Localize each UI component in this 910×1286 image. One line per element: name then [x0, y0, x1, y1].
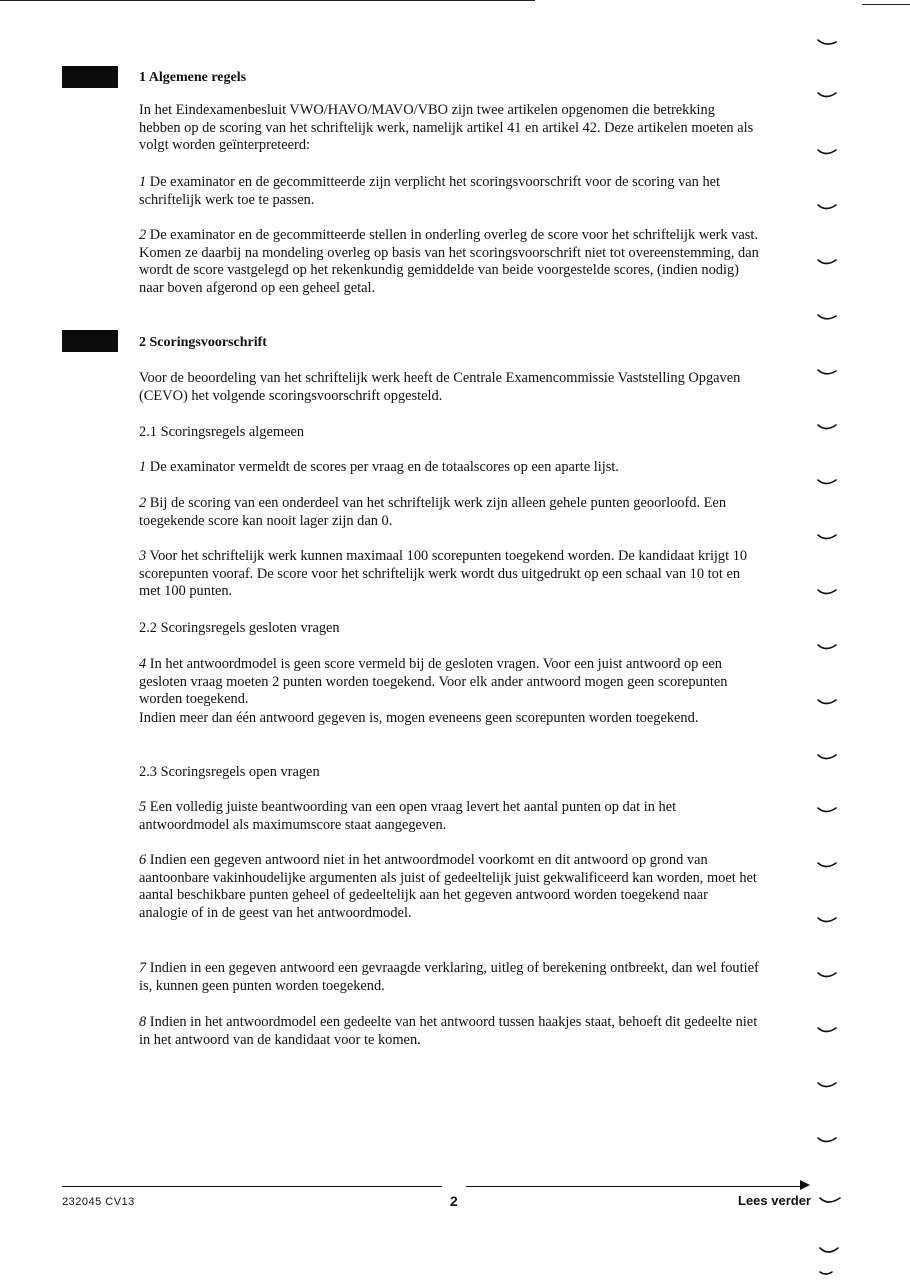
rule-2-1-1: [139, 459, 759, 477]
check-mark: [818, 40, 836, 44]
footer-rule-right: [466, 1186, 802, 1187]
check-mark: [818, 480, 836, 484]
check-mark: [818, 205, 836, 209]
rule-2-1-3: [139, 548, 759, 601]
rule-number: 6: [139, 852, 147, 868]
check-mark: [818, 755, 836, 759]
rule-text: Indien in het antwoordmodel een gedeelte van het antwoord tussen haakjes staat, behoeft dit gedeelte niet in het antwoord van de kandidaat voor te komen.: [139, 1014, 758, 1048]
check-mark: [818, 973, 836, 977]
rule-2-3-6: [139, 852, 759, 922]
check-mark: [818, 1028, 836, 1032]
check-mark: [818, 918, 836, 922]
check-mark: [818, 150, 836, 154]
check-mark: [818, 93, 836, 97]
rule-text: Voor het schriftelijk werk kunnen maximaal 100 scorepunten toegekend worden. De kandidaat krijgt 10 scorepunten vooraf. De score voor het schriftelijk werk wordt dus uitgedrukt op een schaal van 10 tot en met 100 punten.: [139, 548, 748, 600]
subsection-2-1: 2.1 Scoringsregels algemeen: [139, 424, 305, 440]
rule-2: [139, 227, 759, 297]
exam-code: 232045 CV13: [62, 1196, 135, 1208]
check-mark: [818, 315, 836, 319]
check-mark: [818, 590, 836, 594]
check-mark: [818, 1138, 836, 1142]
section-1-heading: 1 Algemene regels: [139, 70, 247, 85]
section-marker-1: [62, 66, 118, 88]
rule-number: 8: [139, 1014, 147, 1030]
rule-text: De examinator vermeldt de scores per vraag en de totaalscores op een aparte lijst.: [146, 459, 619, 475]
section-2-heading: 2 Scoringsvoorschrift: [139, 335, 267, 350]
check-mark: [818, 645, 836, 649]
rule-1: [139, 174, 759, 209]
rule-2-2-4: [139, 656, 759, 709]
rule-2-3-7: [139, 960, 759, 995]
footer-rule-left: [62, 1186, 442, 1187]
top-rule-left: [0, 0, 535, 1]
check-mark: [818, 535, 836, 539]
rule-number: 7: [139, 960, 147, 976]
check-mark: [818, 863, 836, 867]
section-2-intro: Voor de beoordeling van het schriftelijk werk heeft de Centrale Examencommissie Vaststelling Opgaven (CEVO) het volgende scoringsvoorschrift opgesteld.: [139, 370, 741, 404]
rule-2-2-4-extra: Indien meer dan één antwoord gegeven is, mogen eveneens geen scorepunten worden toegekend.: [139, 710, 699, 726]
subsection-2-2: 2.2 Scoringsregels gesloten vragen: [139, 620, 340, 636]
rule-text: Indien in een gegeven antwoord een gevraagde verklaring, uitleg of berekening ontbreekt, dan wel foutief is, kunnen geen punten worden toegekend.: [139, 960, 759, 994]
check-mark: [818, 700, 836, 704]
rule-text: Bij de scoring van een onderdeel van het schriftelijk werk zijn alleen gehele punten geoorloofd. Een toegekende score kan nooit lager zijn dan 0.: [139, 495, 727, 529]
continue-label: Lees verder: [738, 1193, 811, 1208]
subsection-2-3: 2.3 Scoringsregels open vragen: [139, 764, 320, 780]
section-1-intro: In het Eindexamenbesluit VWO/HAVO/MAVO/VBO zijn twee artikelen opgenomen die betrekking hebben op de scoring van het schriftelijk werk, namelijk artikel 41 en artikel 42. Deze artikelen moeten als volgt worden geïnterpreteerd:: [139, 102, 754, 154]
check-mark: [820, 1198, 840, 1202]
check-mark: [818, 370, 836, 374]
rule-number: 4: [139, 656, 147, 672]
rule-text: In het antwoordmodel is geen score vermeld bij de gesloten vragen. Voor een juist antwoord op een gesloten vraag moeten 2 punten worden toegekend. Voor elk ander antwoord mogen geen scorepunten worden toegekend.: [139, 656, 728, 708]
rule-number: 5: [139, 799, 147, 815]
section-marker-2: [62, 330, 118, 352]
rule-2-3-5: [139, 799, 759, 834]
rule-number: 3: [139, 548, 147, 564]
check-mark: [818, 808, 836, 812]
check-mark: [820, 1248, 838, 1252]
rule-text: Een volledig juiste beantwoording van een open vraag levert het aantal punten op dat in het antwoordmodel als maximumscore staat aangegeven.: [139, 799, 677, 833]
rule-number: 2: [139, 495, 147, 511]
rule-text: De examinator en de gecommitteerde stellen in onderling overleg de score voor het schriftelijk werk vast. Komen ze daarbij na mondeling overleg op basis van het scoringsvoorschrift niet tot overeenstemming, dan wordt de score vastgelegd op het rekenkundig gemiddelde van beide voorgestelde scores, (indien nodig) naar boven afgerond op een geheel getal.: [139, 227, 759, 296]
rule-number: 1: [139, 459, 147, 475]
page-number: 2: [450, 1193, 458, 1209]
top-rule-right: [862, 4, 910, 5]
rule-number: 1: [139, 174, 147, 190]
rule-text: De examinator en de gecommitteerde zijn verplicht het scoringsvoorschrift voor de scoring van het schriftelijk werk toe te passen.: [139, 174, 721, 208]
check-mark: [818, 1083, 836, 1087]
rule-text: Indien een gegeven antwoord niet in het antwoordmodel voorkomt en dit antwoord op grond van aantoonbare vakinhoudelijke argumenten als juist of gedeeltelijk juist gekwalificeerd kan worden, moet het aantal beschikbare punten geheel of gedeeltelijk aan het gegeven antwoord worden toegekend naar analogie of in de geest van het antwoordmodel.: [139, 852, 757, 921]
check-mark: [818, 425, 836, 429]
rule-2-3-8: [139, 1014, 759, 1049]
check-mark: [818, 260, 836, 264]
next-arrow-icon: [800, 1180, 810, 1190]
rule-number: 2: [139, 227, 147, 243]
check-mark: [820, 1272, 832, 1274]
margin-check-marks: [814, 0, 844, 1286]
rule-2-1-2: [139, 495, 759, 530]
